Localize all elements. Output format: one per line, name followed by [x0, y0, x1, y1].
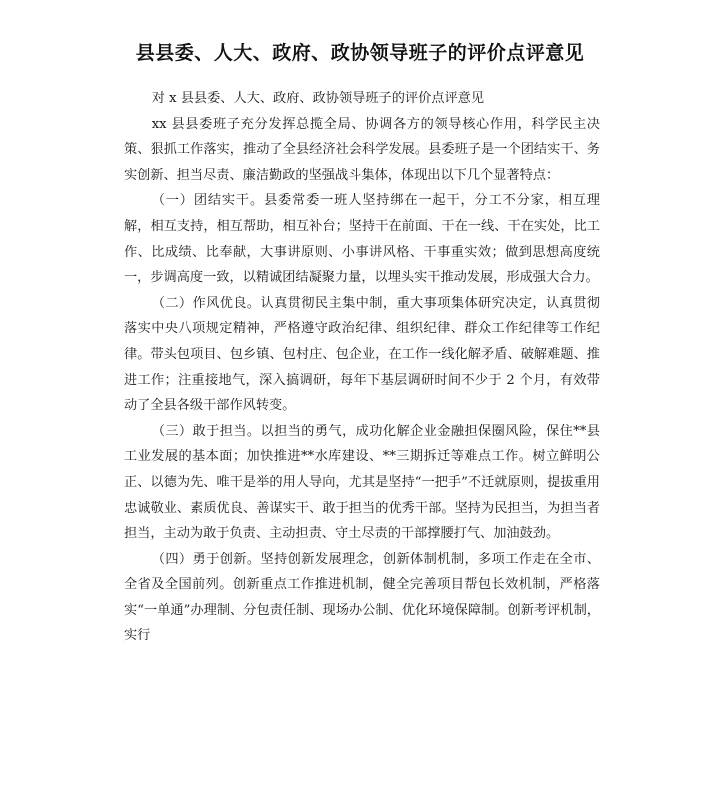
- paragraph-unity: （一）团结实干。县委常委一班人坚持绑在一起干，分工不分家，相互理解，相互支持，相互帮助，相互补台；坚持干在前面、干在一线、干在实处，比工作、比成绩、比奉献，大事讲原则、小事讲风格、干事重实效；做到思想高度统一，步调高度一致，以精诚团结凝聚力量，以埋头实干推动发展，形成强大合力。: [124, 193, 600, 286]
- document-subtitle: 对 x 县县委、人大、政府、政协领导班子的评价点评意见: [151, 91, 485, 106]
- paragraph-intro: xx 县县委班子充分发挥总揽全局、协调各方的领导核心作用，科学民主决策、狠抓工作落实，推动了全县经济社会科学发展。县委班子是一个团结实干、务实创新、担当尽责、廉洁勤政的坚强战斗集体，体现出以下几个显著特点：: [124, 116, 600, 183]
- paragraph-style: （二）作风优良。认真贯彻民主集中制，重大事项集体研究决定，认真贯彻落实中央八项规定精神，严格遵守政治纪律、组织纪律、群众工作纪律等工作纪律。带头包项目、包乡镇、包村庄、包企业，在工作一线化解矛盾、破解难题、推进工作；注重接地气，深入搞调研，每年下基层调研时间不少于 2 个月，有效带动了全县各级干部作风转变。: [124, 295, 600, 414]
- paragraph-innovation: （四）勇于创新。坚持创新发展理念，创新体制机制，多项工作走在全市、全省及全国前列。创新重点工作推进机制，健全完善项目帮包长效机制，严格落实“一单通”办理制、分包责任制、现场办公制、优化环境保障制。创新考评机制，实行: [124, 551, 600, 644]
- document-body: [124, 84, 600, 649]
- paragraph-responsibility: （三）敢于担当。以担当的勇气，成功化解企业金融担保圈风险，保住**县工业发展的基本面；加快推进**水库建设、**三期拆迁等难点工作。树立鲜明公正、以德为先、唯干是举的用人导向，尤其是坚持“一把手”不迁就原则，提拔重用忠诚敬业、素质优良、善谋实干、敢于担当的优秀干部。坚持为民担当，为担当者担当，主动为敢于负责、主动担责、守土尽责的干部撑腰打气、加油鼓劲。: [124, 423, 600, 542]
- document-title: 县县委、人大、政府、政协领导班子的评价点评意见: [135, 42, 585, 64]
